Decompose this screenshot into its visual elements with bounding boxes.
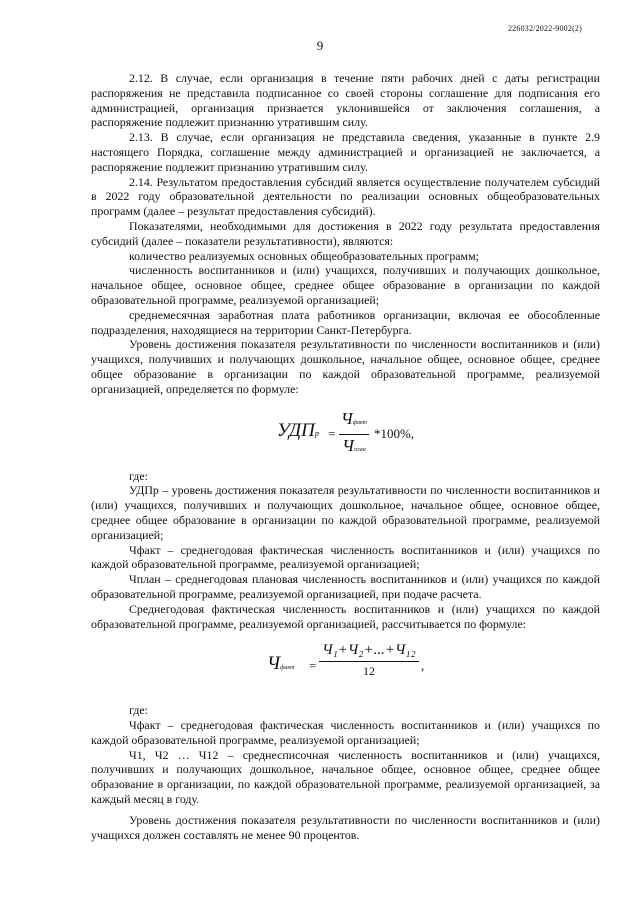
paragraph-final: Уровень достижения показателя результативности по численности воспитанников и (или) учащихся должен составлять не менее 90 процентов. [91,812,600,842]
page-number: 9 [316,38,324,53]
paragraph-indicators: Показателями, необходимыми для достижения в 2022 году результата предоставления субсидий (далее – показатели результативности), являются: [91,218,600,248]
document-number: 226032/2022-9002(2) [507,24,582,33]
where-label-1: где: [129,468,148,483]
formula-udp [91,397,600,469]
definition-monthly: Ч1, Ч2 … Ч12 – среднесписочная численность воспитанников и (или) учащихся, получивших и получающих дошкольное, начальное общее, основное общее, среднее общее образование в организации, по каждой образовательной программе, реализуемой организацией, за каждый месяц в году. [91,747,600,807]
formula-average-equals: = [309,658,317,674]
paragraph-2-12: 2.12. В случае, если организация в течение пяти рабочих дней с даты регистрации распоряжения не представила подписанное со своей стороны соглашение для подписания его администрацией, организация признается уклонившейся от заключения соглашения, а распоряжение подлежит признанию утратившим силу. [91,71,600,130]
indicator-item-3: среднемесячная заработная плата работников организации, включая ее обособленные подразделения, находящиеся на территории Санкт-Петербурга. [91,307,600,337]
indicator-item-2: численность воспитанников и (или) учащихся, получивших и получающих дошкольное, начальное общее, основное общее, среднее общее образование в организации по каждой образовательной программе, реализуемой организацией; [91,263,600,307]
paragraph-level-intro: Уровень достижения показателя результативности по численности воспитанников и (или) учащихся, получивших и получающих дошкольное, начальное общее, основное общее, среднее общее образование в организации по каждой образовательной программе, реализуемой организацией, определяется по формуле: [91,337,600,396]
definition-fact: Чфакт – среднегодовая фактическая численность воспитанников и (или) учащихся по каждой образовательной программе, реализуемой организацией; [91,542,600,572]
paragraph-2-13: 2.13. В случае, если организация не представила сведения, указанные в пункте 2.9 настоящего Порядка, соглашение между администрацией и организацией не заключается, а распоряжение подлежит признанию утратившим силу. [91,130,600,174]
paragraph-2-14: 2.14. Результатом предоставления субсидий является осуществление получателем субсидий в 2022 году образовательной деятельности по реализации основных общеобразовательных программ (далее – результат предоставления субсидий). [91,174,600,219]
where-label-2: где: [129,703,148,718]
formula-average-lhs: Чфакт [267,653,295,675]
definition-plan: Чплан – среднегодовая плановая численность воспитанников и (или) учащихся по каждой образовательной программе, реализуемой организацией, при подаче расчета. [91,572,600,601]
indicator-item-1: количество реализуемых основных общеобразовательных программ; [129,248,479,263]
formula-udp-fraction: Чфакт Чплан [340,408,368,455]
document-body [91,71,600,842]
formula-udp-lhs: УДПр [277,419,319,441]
formula-average-tail: , [421,658,425,674]
formula-average [91,631,600,703]
definition-udp: УДПр – уровень достижения показателя результативности по численности воспитанников и (или) учащихся, получивших и получающих дошкольное, начальное общее, основное общее, среднее общее образование в организации по каждой образовательной программе, реализуемой организацией; [91,483,600,542]
formula-udp-equals: = [328,425,336,441]
paragraph-average-intro: Среднегодовая фактическая численность воспитанников и (или) учащихся по каждой образовательной программе, реализуемой организацией, рассчитывается по формуле: [91,601,600,631]
formula-average-fraction: Ч₁+Ч₂+...+Ч₁₂ 12 [319,641,419,680]
definition-fact-2: Чфакт – среднегодовая фактическая численность воспитанников и (или) учащихся по каждой образовательной программе, реализуемой организацией; [91,718,600,747]
formula-udp-tail: *100%, [374,425,415,441]
